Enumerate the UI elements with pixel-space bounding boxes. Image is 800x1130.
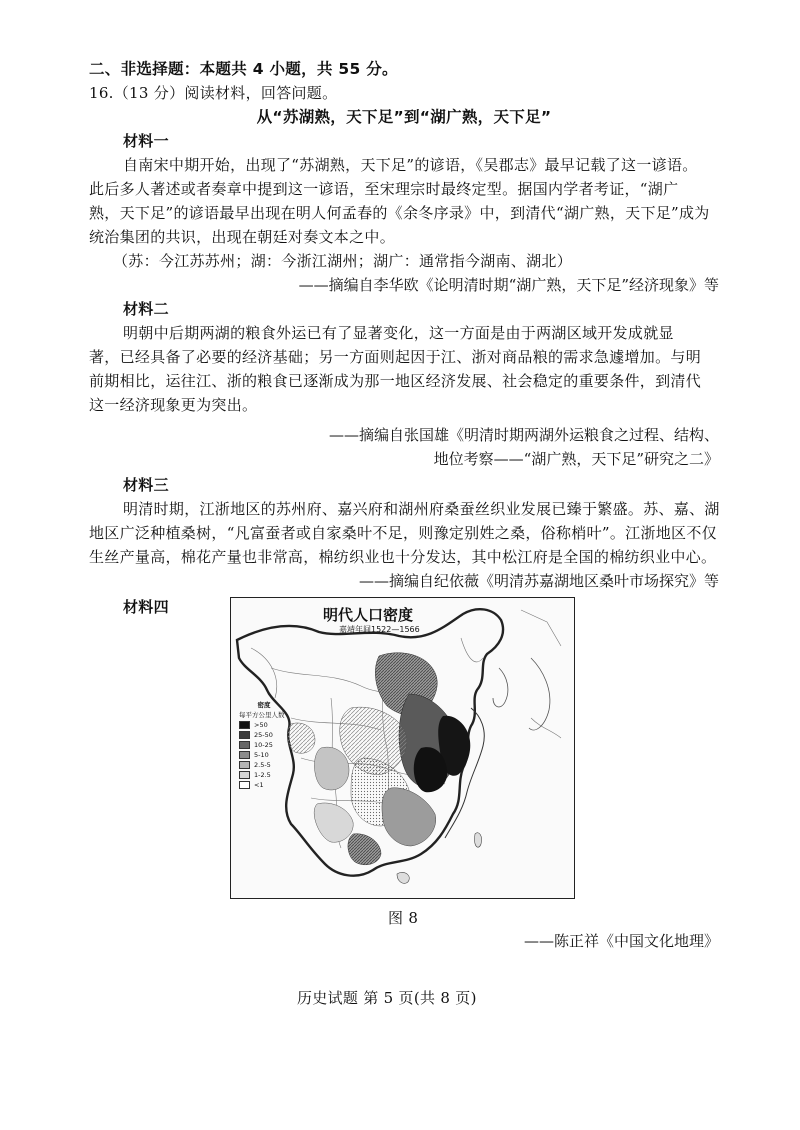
legend-label: 2.5-5 (254, 761, 271, 769)
legend-label: 1-2.5 (254, 771, 271, 779)
material3-source: ——摘编自纪依薇《明清苏嘉湖地区桑叶市场探究》等 (358, 572, 719, 590)
material3-line: 明清时期，江浙地区的苏州府、嘉兴府和湖州府桑蚕丝织业发展已臻于繁盛。苏、嘉、湖 (123, 500, 720, 518)
legend-swatch (239, 751, 250, 759)
legend-label: 5-10 (254, 751, 269, 759)
legend-unit: 每平方公里人数 (239, 711, 285, 719)
question-label: 16.（13 分）阅读材料，回答问题。 (89, 84, 338, 102)
legend-label: 10-25 (254, 741, 273, 749)
material1-note: （苏：今江苏苏州；湖：今浙江湖州；湖广：通常指今湖南、湖北） (113, 252, 573, 270)
section-heading: 二、非选择题：本题共 4 小题，共 55 分。 (89, 60, 398, 78)
legend-item (239, 760, 295, 770)
legend-swatch (239, 721, 250, 729)
material1-heading: 材料一 (123, 132, 169, 150)
legend-label: >50 (254, 721, 268, 729)
material2-line: 明朝中后期两湖的粮食外运已有了显著变化，这一方面是由于两湖区域开发成就显 (123, 324, 674, 342)
material2-line: 这一经济现象更为突出。 (89, 396, 258, 414)
legend-label: 25-50 (254, 731, 273, 739)
legend-swatch (239, 741, 250, 749)
material1-line: 此后多人著述或者奏章中提到这一谚语，至宋理宗时最终定型。据国内学者考证，“湖广 (89, 180, 679, 198)
map-legend (239, 700, 295, 790)
legend-item (239, 780, 295, 790)
question-title: 从“苏湖熟，天下足”到“湖广熟，天下足” (256, 108, 552, 126)
material4-source: ——陈正祥《中国文化地理》 (523, 932, 719, 950)
figure-label: 图 8 (388, 909, 419, 927)
legend-item (239, 730, 295, 740)
material1-line: 熟，天下足”的谚语最早出现在明人何孟春的《余冬序录》中，到清代“湖广熟，天下足”成为 (89, 204, 710, 222)
material1-source: ——摘编自李华欧《论明清时期“湖广熟，天下足”经济现象》等 (298, 276, 719, 294)
material1-line: 自南宋中期开始，出现了“苏湖熟，天下足”的谚语，《吴郡志》最早记载了这一谚语。 (123, 156, 698, 174)
legend-item (239, 770, 295, 780)
legend-item (239, 720, 295, 730)
legend-swatch (239, 781, 250, 789)
legend-swatch (239, 761, 250, 769)
legend-item (239, 740, 295, 750)
material2-line: 前期相比，运往江、浙的粮食已逐渐成为那一地区经济发展、社会稳定的重要条件，到清代 (89, 372, 702, 390)
material2-heading: 材料二 (123, 300, 169, 318)
material2-source-line2: 地位考察——“湖广熟，天下足”研究之二》 (433, 450, 719, 468)
legend-item (239, 750, 295, 760)
material4-heading: 材料四 (123, 598, 169, 616)
material2-line: 著，已经具备了必要的经济基础；另一方面则起因于江、浙对商品粮的需求急遽增加。与明 (89, 348, 702, 366)
legend-title: 密度 (257, 701, 271, 709)
legend-label: <1 (254, 781, 264, 789)
material2-source-line1: ——摘编自张国雄《明清时期两湖外运粮食之过程、结构、 (328, 426, 719, 444)
page-footer: 历史试题 第 5 页(共 8 页) (297, 989, 477, 1007)
material3-heading: 材料三 (123, 476, 169, 494)
legend-items (239, 720, 295, 790)
legend-swatch (239, 771, 250, 779)
map-subtitle: 嘉靖年间1522—1566 (339, 625, 420, 634)
material1-line: 统治集团的共识，出现在朝廷对奏文本之中。 (89, 228, 396, 246)
material3-line: 地区广泛种植桑树，“凡富蚕者或自家桑叶不足，则豫定别姓之桑，俗称梢叶”。江浙地区不仅 (89, 524, 717, 542)
map-title: 明代人口密度 (323, 606, 414, 624)
legend-swatch (239, 731, 250, 739)
population-density-map (230, 597, 575, 899)
material3-line: 生丝产量高，棉花产量也非常高，棉纺织业也十分发达，其中松江府是全国的棉纺织业中心。 (89, 548, 717, 566)
